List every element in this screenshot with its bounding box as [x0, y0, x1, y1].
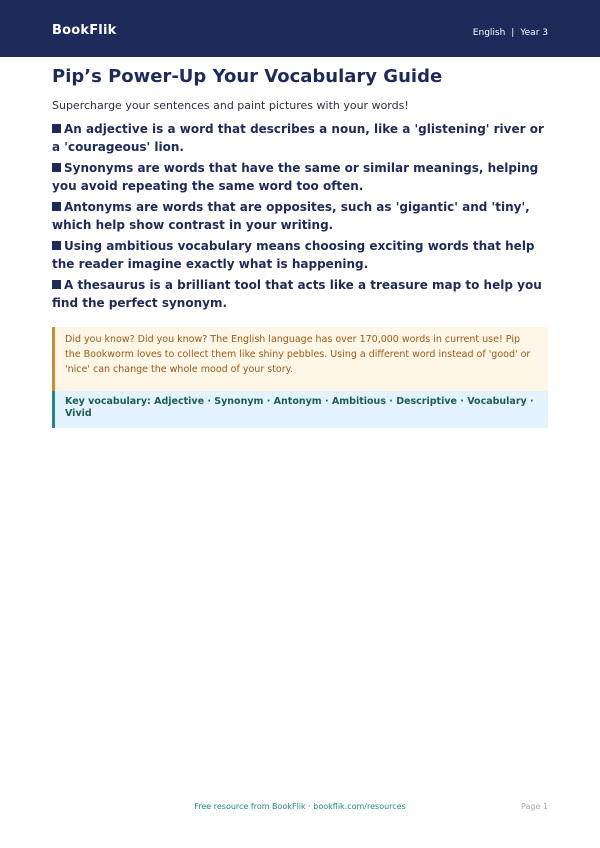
callout-text: Did you know? Did you know? The English language has over 170,000 words in current use! Pip the Bookworm loves to collect them like shiny pebbles. Using a different word instead of 'good' or 'nice' can change the whole mood of your story. [65, 334, 531, 375]
list-item-text: A thesaurus is a brilliant tool that acts like a treasure map to help you find the perfect synonym. [52, 278, 542, 310]
did-you-know-callout [52, 327, 548, 391]
list-item [52, 160, 552, 195]
key-vocabulary-box [52, 391, 548, 428]
list-item-text: Using ambitious vocabulary means choosing exciting words that help the reader imagine exactly what is happening. [52, 239, 535, 271]
list-item [52, 238, 552, 273]
list-item-text: Synonyms are words that have the same or similar meanings, helping you avoid repeating the same word too often. [52, 161, 539, 193]
subject-label: English [472, 28, 506, 38]
fact-list [52, 121, 552, 316]
square-bullet-icon [52, 280, 61, 289]
list-item [52, 121, 552, 156]
page-number: Page 1 [521, 802, 548, 811]
list-item-text: Antonyms are words that are opposites, such as 'gigantic' and 'tiny', which help show contrast in your writing. [52, 200, 530, 232]
square-bullet-icon [52, 202, 61, 211]
year-label: Year 3 [520, 28, 548, 38]
list-item [52, 277, 552, 312]
page-title: Pip’s Power-Up Your Vocabulary Guide [52, 66, 443, 87]
meta-separator: | [511, 28, 515, 38]
square-bullet-icon [52, 124, 61, 133]
list-item [52, 199, 552, 234]
square-bullet-icon [52, 163, 61, 172]
brand-logo-text[interactable]: BookFlik [52, 23, 117, 38]
page-header [0, 0, 600, 57]
header-meta [473, 28, 548, 38]
footer-resource-link[interactable]: Free resource from BookFlik · bookflik.com/resources [194, 802, 406, 811]
square-bullet-icon [52, 241, 61, 250]
key-vocabulary-text: Key vocabulary: Adjective · Synonym · Antonym · Ambitious · Descriptive · Vocabulary · Vivid [65, 396, 534, 419]
list-item-text: An adjective is a word that describes a noun, like a 'glistening' river or a 'courageous' lion. [52, 122, 544, 154]
page-subtitle: Supercharge your sentences and paint pictures with your words! [52, 99, 409, 112]
